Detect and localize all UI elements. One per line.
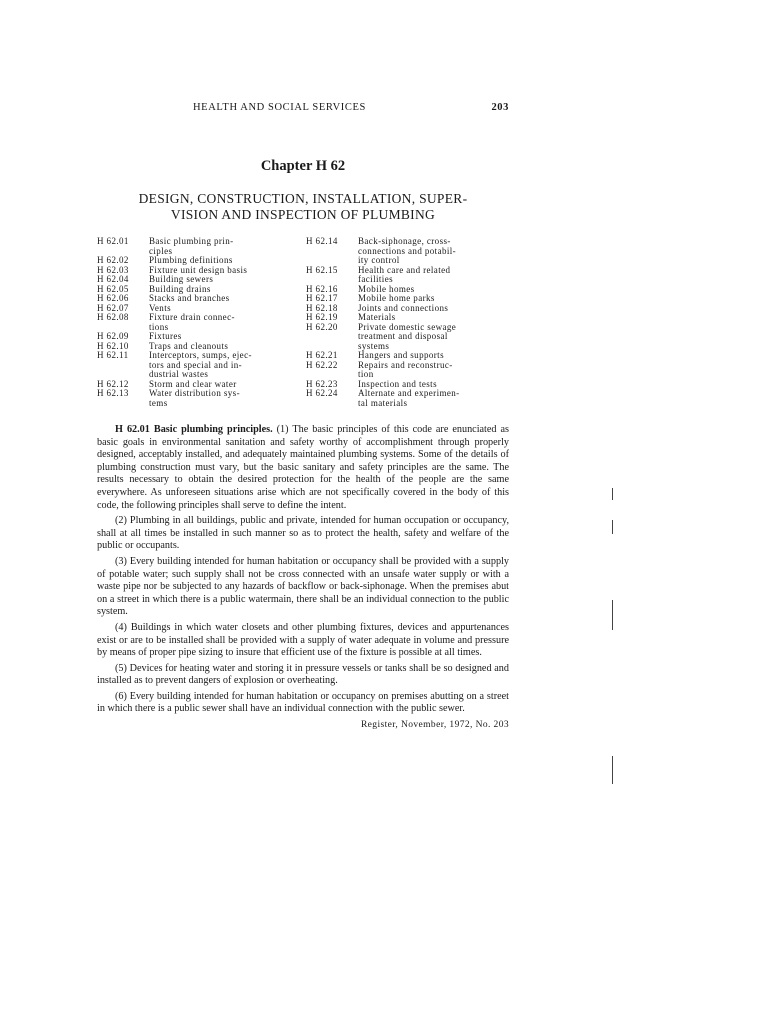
toc-entry <box>97 313 300 323</box>
toc-section-number: H 62.11 <box>97 350 129 360</box>
table-of-contents <box>97 237 509 408</box>
toc-entry <box>306 332 509 342</box>
paragraph-2: (2) Plumbing in all buildings, public and private, intended for human occupation or occupancy, shall at all times be installed in such manner so as to protect the health, safety and welfare of the public or occupants. <box>97 515 509 552</box>
page-number: 203 <box>491 102 509 113</box>
toc-section-number: H 62.24 <box>306 388 338 398</box>
toc-section-number: H 62.19 <box>306 312 338 322</box>
toc-section-label: tors and special and in- <box>149 359 243 370</box>
register-footer: Register, November, 1972, No. 203 <box>360 720 509 731</box>
chapter-label: Chapter H 62 <box>260 158 346 174</box>
toc-section-number: H 62.01 <box>97 236 129 246</box>
paragraph-1-text: (1) The basic principles of this code are enunciated as basic goals in environmental sanitation and safety worthy of accomplishment through properly designed, acceptably installed, and adequately maintained plumbing systems. Some of the details of plumbing construction must vary, but the basic sanitary and safety principles are the same. The results necessary to obtain the desired protection for the health of the people are the same everywhere. As unforeseen situations arise which are not specifically covered in the body of this code, the following principles shall serve to define the intent. <box>97 424 509 511</box>
toc-section-label: Joints and connections <box>358 302 449 313</box>
toc-section-label: Materials <box>358 312 396 322</box>
toc-section-label: Vents <box>149 302 171 313</box>
toc-section-number: H 62.08 <box>97 312 129 322</box>
toc-section-label: Back-siphonage, cross- <box>358 236 451 246</box>
paragraph-3: (3) Every building intended for human habitation or occupancy shall be provided with a supply of potable water; such supply shall not be cross connected with an unsafe water supply or with a waste pipe nor be subjected to any hazards of backflow or back-siphonage. When the premises abut on a street in which there is a public watermain, there shall be an individual connection to the public system. <box>97 555 509 618</box>
toc-section-number <box>97 399 149 409</box>
toc-section-number <box>306 332 358 342</box>
toc-section-label: Inspection and tests <box>358 378 437 389</box>
toc-section-label: tions <box>149 321 169 332</box>
toc-section-label: connections and potabil- <box>358 245 457 256</box>
toc-section-label: Fixtures <box>149 331 182 341</box>
toc-section-label: Storm and clear water <box>149 378 237 389</box>
running-head <box>97 96 509 116</box>
toc-section-number: H 62.03 <box>97 264 129 275</box>
toc-section-label: tal materials <box>358 397 408 408</box>
toc-entry <box>306 389 509 399</box>
toc-left-column <box>97 237 300 408</box>
running-head-title: HEALTH AND SOCIAL SERVICES <box>193 102 366 113</box>
toc-section-label: tems <box>149 397 168 408</box>
toc-section-label: facilities <box>358 274 393 284</box>
toc-section-label: ciples <box>149 245 173 256</box>
toc-section-number: H 62.04 <box>97 274 129 284</box>
margin-mark <box>612 600 613 630</box>
document-page <box>97 96 509 730</box>
toc-section-number: H 62.17 <box>306 293 338 303</box>
chapter-title <box>97 191 509 223</box>
toc-section-label: Mobile home parks <box>358 293 435 303</box>
rule-heading: H 62.01 Basic plumbing principles. <box>115 424 273 435</box>
toc-section-label: Water distribution sys- <box>149 388 240 398</box>
toc-section-number <box>306 399 358 409</box>
toc-section-number: H 62.07 <box>97 302 129 313</box>
toc-section-number: H 62.12 <box>97 378 129 389</box>
toc-section-label: Mobile homes <box>358 283 415 294</box>
toc-section-number: H 62.09 <box>97 331 129 341</box>
toc-section-label: Health care and related <box>358 264 451 275</box>
toc-entry <box>97 399 300 409</box>
paragraph-5: (5) Devices for heating water and storing it in pressure vessels or tanks shall be so designed and installed as to prevent dangers of explosion or overheating. <box>97 662 509 687</box>
toc-section-number: H 62.06 <box>97 293 129 303</box>
toc-entry <box>97 389 300 399</box>
toc-section-label: Interceptors, sumps, ejec- <box>149 350 252 360</box>
toc-section-label: tion <box>358 369 374 379</box>
toc-section-number <box>97 361 149 371</box>
toc-entry <box>306 266 509 276</box>
toc-section-label: Plumbing definitions <box>149 255 233 265</box>
toc-section-number: H 62.14 <box>306 236 338 246</box>
toc-entry <box>306 399 509 409</box>
toc-section-number: H 62.02 <box>97 255 129 265</box>
toc-section-number: H 62.18 <box>306 302 338 313</box>
margin-mark <box>612 488 613 500</box>
margin-mark <box>612 756 613 784</box>
toc-right-column <box>306 237 509 408</box>
paragraph-4: (4) Buildings in which water closets and other plumbing fixtures, devices and appurtenances exist or are to be installed shall be provided with a supply of water adequate in volume and pressure by means of proper pipe sizing to insure that efficient use of the fixture is possible at all times. <box>97 621 509 659</box>
toc-section-label: ity control <box>358 255 400 265</box>
toc-section-label: Stacks and branches <box>149 293 230 303</box>
toc-section-label: Fixture unit design basis <box>149 264 248 275</box>
toc-section-label: Traps and cleanouts <box>149 340 229 351</box>
toc-section-label: dustrial wastes <box>149 369 209 379</box>
toc-section-number: H 62.13 <box>97 388 129 398</box>
body-text <box>97 424 509 716</box>
toc-section-number: H 62.10 <box>97 340 129 351</box>
chapter-title-line-1: DESIGN, CONSTRUCTION, INSTALLATION, SUPER- <box>138 191 468 206</box>
toc-section-label: systems <box>358 340 390 351</box>
toc-section-label: Hangers and supports <box>358 350 444 360</box>
toc-entry <box>306 247 509 257</box>
toc-entry <box>306 361 509 371</box>
toc-section-label: Repairs and reconstruc- <box>358 359 453 370</box>
chapter-title-line-2: VISION AND INSPECTION OF PLUMBING <box>170 207 436 222</box>
paragraph-1 <box>97 424 509 512</box>
toc-section-number: H 62.21 <box>306 350 338 360</box>
toc-section-label: Building sewers <box>149 274 214 284</box>
toc-section-number: H 62.15 <box>306 264 338 275</box>
toc-section-label: Basic plumbing prin- <box>149 236 234 246</box>
toc-entry <box>97 237 300 247</box>
toc-section-number: H 62.20 <box>306 321 338 332</box>
margin-mark <box>612 520 613 534</box>
toc-section-number: H 62.23 <box>306 378 338 389</box>
paragraph-6: (6) Every building intended for human habitation or occupancy on premises abutting on a street in which there is a public sewer shall have an individual connection with the public sewer. <box>97 690 509 715</box>
toc-section-label: Fixture drain connec- <box>149 312 235 322</box>
toc-section-number: H 62.05 <box>97 283 129 294</box>
toc-section-number <box>306 247 358 257</box>
toc-section-label: Alternate and experimen- <box>358 388 460 398</box>
toc-section-label: Building drains <box>149 283 211 294</box>
toc-section-number: H 62.16 <box>306 283 338 294</box>
toc-section-number: H 62.22 <box>306 359 338 370</box>
toc-section-label: Private domestic sewage <box>358 321 457 332</box>
toc-section-label: treatment and disposal <box>358 331 448 341</box>
